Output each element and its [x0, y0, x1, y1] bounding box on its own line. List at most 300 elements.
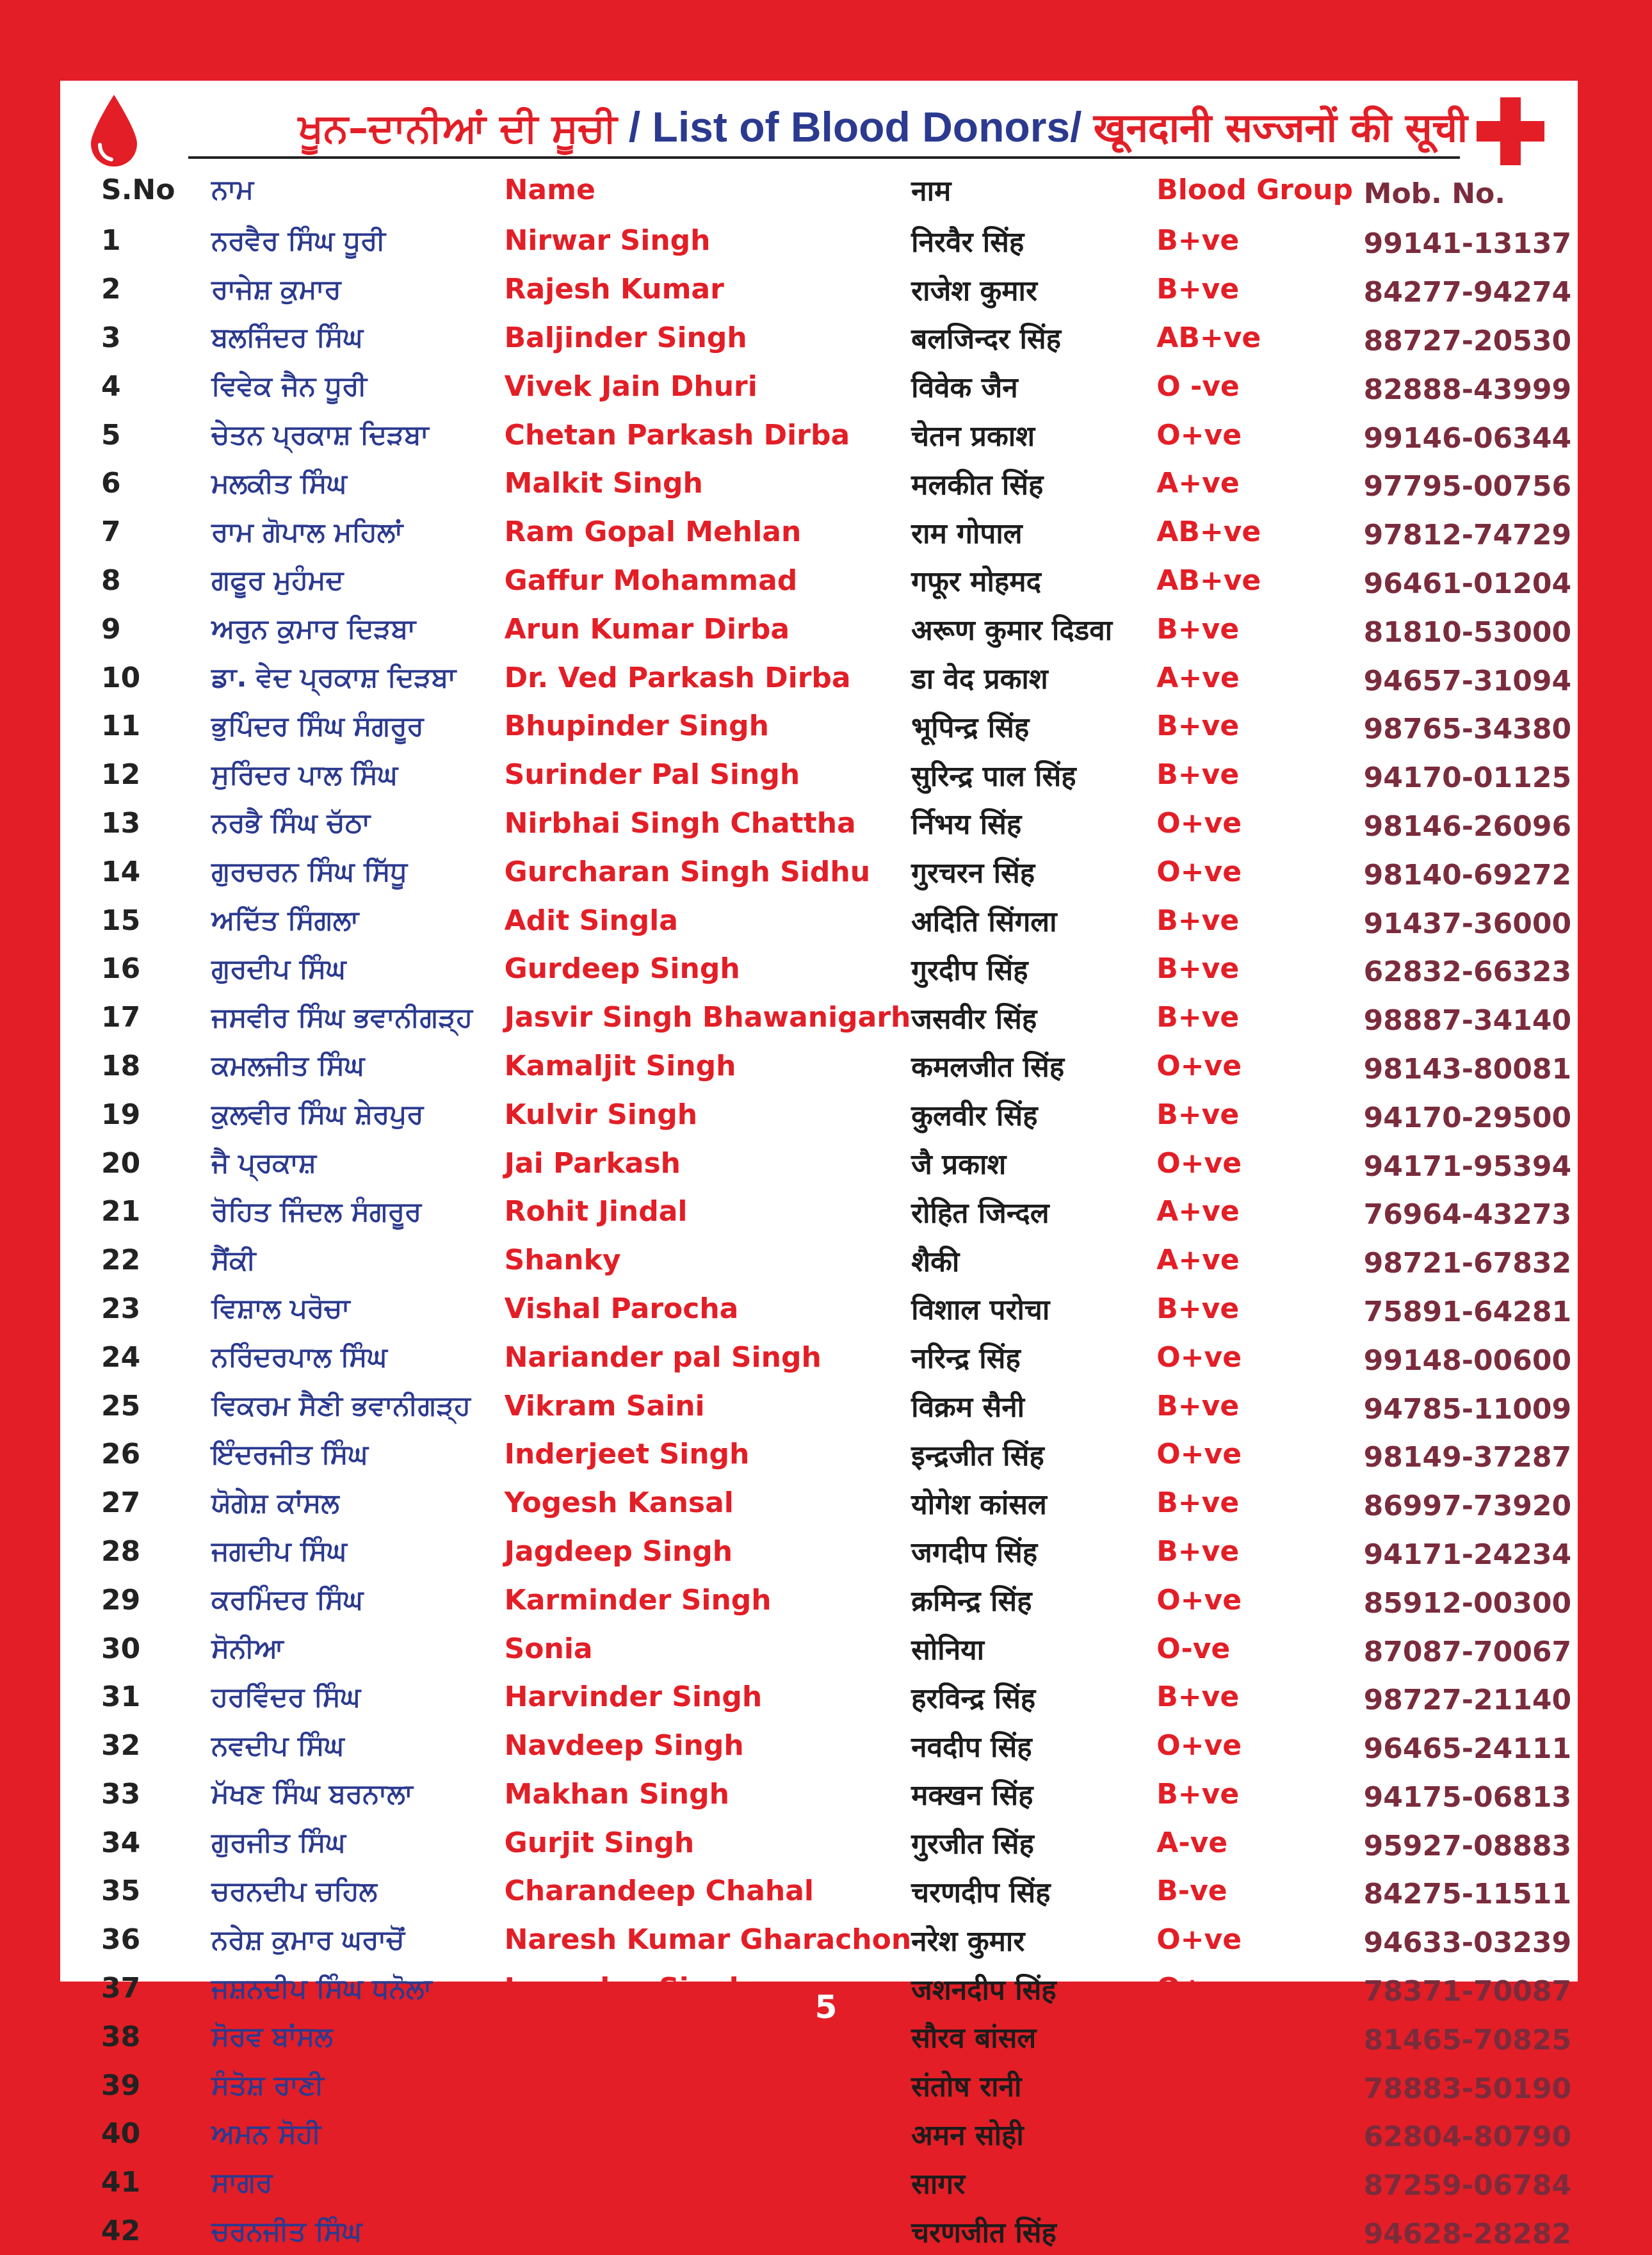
- donor-blood-group: O+ve: [1156, 1438, 1242, 1471]
- blood-drop-icon: [88, 94, 140, 168]
- donor-mobile: 81465-70825: [1363, 2023, 1572, 2056]
- donor-name-english: Charandeep Chahal: [504, 1875, 814, 1908]
- donor-blood-group: O -ve: [1156, 370, 1240, 403]
- donor-name-punjabi: ਇੰਦਰਜੀਤ ਸਿੰਘ: [211, 1438, 368, 1470]
- table-row: [60, 1916, 1578, 1964]
- donor-sno: 4: [101, 370, 121, 403]
- donor-name-hindi: गुरदीप सिंह: [911, 954, 1028, 987]
- donor-mobile: 99141-13137: [1363, 227, 1572, 261]
- table-row: [60, 459, 1578, 508]
- donor-name-english: Arun Kumar Dirba: [504, 612, 790, 646]
- donor-blood-group: B+ve: [1156, 2215, 1240, 2248]
- table-row: [60, 411, 1578, 459]
- donor-blood-group: B+ve: [1156, 1535, 1240, 1568]
- donor-sno: 20: [101, 1146, 141, 1180]
- donor-name-punjabi: ਨਰਭੈ ਸਿੰਘ ਚੱਠਾ: [211, 807, 371, 839]
- donor-name-english: Kulvir Singh: [504, 1098, 698, 1131]
- donor-sno: 19: [101, 1098, 141, 1131]
- donor-name-hindi: नरेश कुमार: [911, 1925, 1025, 1958]
- donor-mobile: 94633-03239: [1363, 1926, 1572, 1960]
- donor-sno: 30: [101, 1632, 141, 1665]
- donor-name-hindi: चरणजीत सिंह: [911, 2216, 1057, 2249]
- donor-sno: 34: [101, 1826, 141, 1859]
- donor-name-punjabi: ਵਿਵੇਕ ਜੈਨ ਧੂਰੀ: [211, 370, 368, 402]
- donor-mobile: 94171-24234: [1363, 1538, 1572, 1571]
- donor-sno: 37: [101, 1972, 141, 2005]
- donor-name-hindi: डा वेद प्रकाश: [911, 663, 1048, 696]
- donor-name-hindi: कुलवीर सिंह: [911, 1100, 1038, 1133]
- donor-mobile: 84277-94274: [1363, 276, 1572, 309]
- donor-name-punjabi: ਅਦਿੱਤ ਸਿੰਗਲਾ: [211, 904, 359, 936]
- donor-sno: 32: [101, 1729, 141, 1762]
- col-header-punjabi-name: ਨਾਮ: [211, 174, 254, 205]
- page-sheet: [60, 81, 1578, 2251]
- donor-sno: 27: [101, 1486, 141, 1520]
- donor-name-punjabi: ਚਰਨਦੀਪ ਚਹਿਲ: [211, 1875, 378, 1907]
- table-row: [60, 847, 1578, 896]
- table-row: [60, 1285, 1578, 1333]
- donor-sno: 15: [101, 904, 141, 937]
- donor-name-punjabi: ਮਲਕੀਤ ਸਿੰਘ: [211, 467, 347, 499]
- donor-name-english: Kamaljit Singh: [504, 1049, 736, 1082]
- donor-name-punjabi: ਜੈ ਪ੍ਰਕਾਸ਼: [211, 1147, 317, 1179]
- donor-blood-group: B+ve: [1156, 1098, 1240, 1131]
- donor-mobile: 94628-28282: [1363, 2218, 1572, 2251]
- donor-name-hindi: चरणदीप सिंह: [911, 1876, 1051, 1909]
- donor-blood-group: O+ve: [1156, 1049, 1242, 1082]
- donor-blood-group: B+ve: [1156, 1001, 1240, 1034]
- donor-name-punjabi: ਨਰੇਸ਼ ਕੁਮਾਰ ਘਰਾਚੋਂ: [211, 1923, 405, 1955]
- donor-mobile: 62832-66323: [1363, 956, 1572, 989]
- donor-name-hindi: भूपिन्द्र सिंह: [911, 711, 1030, 744]
- donor-sno: 1: [101, 224, 121, 257]
- table-row: [60, 2207, 1578, 2255]
- col-header-blood-group: Blood Group: [1156, 173, 1354, 206]
- donor-mobile: 97795-00756: [1363, 470, 1572, 503]
- donor-name-punjabi: ਗੁਰਜੀਤ ਸਿੰਘ: [211, 1827, 346, 1859]
- donor-sno: 36: [101, 1923, 141, 1957]
- donor-name-hindi: राम गोपाल: [911, 517, 1023, 550]
- donor-name-punjabi: ਜਗਦੀਪ ਸਿੰਘ: [211, 1535, 347, 1567]
- donor-name-hindi: सोनिया: [911, 1634, 985, 1666]
- donor-name-hindi: जशनदीप सिंह: [911, 1973, 1057, 2007]
- donor-sno: 9: [101, 612, 121, 646]
- donor-blood-group: O-ve: [1156, 1632, 1231, 1665]
- donor-blood-group: O+ve: [1156, 1972, 1242, 2005]
- donor-name-english: Jasvir Singh Bhawanigarh: [504, 1001, 911, 1034]
- donor-blood-group: A+ve: [1156, 661, 1240, 694]
- donor-name-english: Aman Sohi: [504, 2117, 674, 2151]
- donor-name-english: Karminder Singh: [504, 1583, 772, 1616]
- donor-name-punjabi: ਚੇਤਨ ਪ੍ਰਕਾਸ਼ ਦਿੜਬਾ: [211, 419, 429, 451]
- title-punjabi: ਖੂਨ–ਦਾਨੀਆਂ ਦੀ ਸੂਚੀ: [298, 104, 617, 151]
- donor-mobile: 98149-37287: [1363, 1441, 1572, 1474]
- page-number: 5: [814, 1989, 838, 2026]
- donor-blood-group: B-ve: [1156, 1875, 1227, 1908]
- donor-name-punjabi: ਗਫੂਰ ਮੁਹੰਮਦ: [211, 564, 344, 596]
- table-row: [60, 508, 1578, 557]
- donor-name-english: Gurcharan Singh Sidhu: [504, 855, 871, 888]
- donor-sno: 13: [101, 806, 141, 840]
- donor-name-punjabi: ਹਰਵਿੰਦਰ ਸਿੰਘ: [211, 1681, 361, 1713]
- donor-blood-group: AB+ve: [1156, 2020, 1261, 2053]
- donor-name-punjabi: ਰੋਹਿਤ ਜਿੰਦਲ ਸੰਗਰੂਰ: [211, 1195, 422, 1227]
- donor-name-hindi: बलजिन्दर सिंह: [911, 323, 1061, 356]
- donor-name-hindi: राजेश कुमार: [911, 274, 1037, 307]
- donor-name-english: Ram Gopal Mehlan: [504, 516, 802, 549]
- table-row: [60, 1187, 1578, 1236]
- donor-sno: 7: [101, 516, 121, 549]
- donor-blood-group: B+ve: [1156, 952, 1240, 986]
- table-row: [60, 2061, 1578, 2110]
- donor-name-punjabi: ਕੁਲਵੀਰ ਸਿੰਘ ਸ਼ੇਰਪੁਰ: [211, 1098, 424, 1130]
- table-row: [60, 751, 1578, 799]
- donor-name-english: Naresh Kumar Gharachon: [504, 1923, 912, 1957]
- table-row: [60, 2110, 1578, 2158]
- donor-name-hindi: चेतन प्रकाश: [911, 420, 1035, 453]
- table-row: [60, 216, 1578, 265]
- donor-name-hindi: विवेक जैन: [911, 371, 1018, 405]
- donor-mobile: 94785-11009: [1363, 1392, 1572, 1426]
- donor-name-english: Rajesh Kumar: [504, 273, 724, 306]
- donor-table: [60, 163, 1578, 2255]
- donor-name-hindi: मक्खन सिंह: [911, 1779, 1033, 1812]
- donor-mobile: 98727-21140: [1363, 1684, 1572, 1717]
- donor-name-punjabi: ਭੁਪਿੰਦਰ ਸਿੰਘ ਸੰਗਰੂਰ: [211, 710, 424, 742]
- donor-name-punjabi: ਰਾਜੇਸ਼ ਕੁਮਾਰ: [211, 273, 341, 305]
- donor-sno: 14: [101, 855, 141, 888]
- donor-name-english: Baljinder Singh: [504, 321, 747, 354]
- donor-name-hindi: रोहित जिन्दल: [911, 1196, 1049, 1230]
- title-english: / List of Blood Donors/: [617, 103, 1094, 151]
- donor-name-punjabi: ਗੁਰਦੀਪ ਸਿੰਘ: [211, 952, 346, 984]
- donor-mobile: 96461-01204: [1363, 567, 1572, 600]
- table-row: [60, 1139, 1578, 1187]
- donor-name-hindi: जसवीर सिंह: [911, 1002, 1037, 1036]
- table-row: [60, 1818, 1578, 1867]
- table-row: [60, 265, 1578, 314]
- donor-name-english: Adit Singla: [504, 904, 678, 937]
- table-row: [60, 1527, 1578, 1576]
- donor-mobile: 87259-06784: [1363, 2169, 1572, 2202]
- donor-mobile: 86997-73920: [1363, 1490, 1572, 1523]
- donor-name-english: Dr. Ved Parkash Dirba: [504, 661, 851, 694]
- table-row: [60, 896, 1578, 945]
- donor-name-english: Rohit Jindal: [504, 1195, 688, 1228]
- donor-mobile: 99148-00600: [1363, 1344, 1572, 1377]
- donor-name-hindi: र्निभय सिंह: [911, 808, 1022, 842]
- donor-blood-group: AB+ve: [1156, 564, 1261, 597]
- donor-sno: 21: [101, 1195, 141, 1228]
- donor-mobile: 88727-20530: [1363, 324, 1572, 357]
- donor-mobile: 98146-26096: [1363, 810, 1572, 843]
- donor-blood-group: AB+ve: [1156, 321, 1261, 354]
- donor-mobile: 76964-43273: [1363, 1198, 1572, 1232]
- donor-sno: 26: [101, 1438, 141, 1471]
- col-header-sno: S.No: [101, 173, 175, 206]
- donor-mobile: 81810-53000: [1363, 615, 1572, 649]
- donor-blood-group: O+ve: [1156, 1340, 1242, 1374]
- donor-name-punjabi: ਮੱਖਣ ਸਿੰਘ ਬਰਨਾਲਾ: [211, 1778, 413, 1810]
- donor-name-hindi: जै प्रकाश: [911, 1148, 1007, 1182]
- donor-name-english: Makhan Singh: [504, 1777, 729, 1811]
- table-row: [60, 1575, 1578, 1624]
- donor-name-english: Navdeep Singh: [504, 1729, 744, 1762]
- donor-mobile: 91437-36000: [1363, 907, 1572, 940]
- table-row: [60, 702, 1578, 751]
- donor-name-hindi: नवदीप सिंह: [911, 1730, 1032, 1764]
- table-row: [60, 605, 1578, 653]
- donor-name-english: Malkit Singh: [504, 467, 703, 500]
- donor-name-punjabi: ਸੁਰਿੰਦਰ ਪਾਲ ਸਿੰਘ: [211, 758, 398, 790]
- donor-blood-group: A+ve: [1156, 467, 1240, 500]
- donor-mobile: 78883-50190: [1363, 2072, 1572, 2105]
- donor-name-hindi: कमलजीत सिंह: [911, 1051, 1065, 1084]
- donor-sno: 40: [101, 2117, 141, 2151]
- table-row: [60, 1042, 1578, 1091]
- donor-name-hindi: योगेश कांसल: [911, 1488, 1047, 1521]
- donor-name-english: Sagar: [504, 2166, 597, 2199]
- donor-name-english: Vishal Parocha: [504, 1292, 739, 1325]
- donor-mobile: 98887-34140: [1363, 1004, 1572, 1038]
- donor-sno: 11: [101, 710, 141, 743]
- donor-blood-group: A-ve: [1156, 1826, 1228, 1859]
- donor-name-hindi: सुरिन्द्र पाल सिंह: [911, 760, 1076, 793]
- donor-mobile: 99146-06344: [1363, 421, 1572, 455]
- donor-name-english: Gaffur Mohammad: [504, 564, 798, 597]
- table-row: [60, 799, 1578, 848]
- donor-sno: 6: [101, 467, 121, 500]
- col-header-mobile: Mob. No.: [1363, 177, 1505, 210]
- donor-name-hindi: विक्रम सैनी: [911, 1391, 1025, 1424]
- donor-name-english: Inderjeet Singh: [504, 1438, 750, 1471]
- donor-sno: 42: [101, 2215, 141, 2248]
- donor-name-punjabi: ਸੋਨੀਆ: [211, 1632, 284, 1664]
- donor-name-english: Charanjit Singh: [504, 2215, 750, 2248]
- col-header-hindi-name: नाम: [911, 175, 952, 208]
- donor-name-punjabi: ਨਰਿੰਦਰਪਾਲ ਸਿੰਘ: [211, 1341, 387, 1373]
- donor-sno: 29: [101, 1583, 141, 1616]
- donor-name-hindi: अरूण कुमार दिडवा: [911, 614, 1113, 647]
- donor-sno: 17: [101, 1001, 141, 1034]
- donor-mobile: 94170-01125: [1363, 761, 1572, 795]
- donor-blood-group: B+ve: [1156, 758, 1240, 792]
- donor-blood-group: A+ve: [1156, 1244, 1240, 1277]
- donor-mobile: 75891-64281: [1363, 1295, 1572, 1328]
- donor-name-english: Nariander pal Singh: [504, 1340, 822, 1374]
- donor-blood-group: B+ve: [1156, 1777, 1240, 1811]
- donor-name-english: Vivek Jain Dhuri: [504, 370, 757, 403]
- donor-name-punjabi: ਯੋਗੇਸ਼ ਕਾਂਸਲ: [211, 1486, 339, 1518]
- donor-sno: 22: [101, 1244, 141, 1277]
- donor-blood-group: B+ve: [1156, 2069, 1240, 2102]
- donor-sno: 8: [101, 564, 121, 597]
- donor-name-punjabi: ਚਰਨਜੀਤ ਸਿੰਘ: [211, 2215, 362, 2247]
- donor-name-punjabi: ਨਰਵੈਰ ਸਿੰਘ ਧੂਰੀ: [211, 224, 385, 256]
- donor-name-punjabi: ਸਾਗਰ: [211, 2166, 273, 2198]
- donor-mobile: 94170-29500: [1363, 1101, 1572, 1134]
- donor-name-english: Gurjit Singh: [504, 1826, 695, 1859]
- table-row: [60, 557, 1578, 605]
- donor-mobile: 98143-80081: [1363, 1052, 1572, 1086]
- donor-name-punjabi: ਸੰਤੋਸ਼ ਰਾਣੀ: [211, 2069, 324, 2101]
- table-row: [60, 993, 1578, 1042]
- donor-name-english: Gurdeep Singh: [504, 952, 740, 986]
- donor-name-english: Harvinder Singh: [504, 1681, 763, 1714]
- donor-name-english: Surinder Pal Singh: [504, 758, 800, 792]
- donor-sno: 31: [101, 1681, 141, 1714]
- page-title: [182, 95, 1468, 159]
- donor-mobile: 82888-43999: [1363, 373, 1572, 406]
- donor-mobile: 97812-74729: [1363, 519, 1572, 552]
- table-row: [60, 1381, 1578, 1430]
- donor-name-punjabi: ਜਸਵੀਰ ਸਿੰਘ ਭਵਾਨੀਗੜ੍ਹ: [211, 1001, 473, 1033]
- donor-blood-group: O+ve: [1156, 418, 1242, 452]
- donor-name-punjabi: ਨਵਦੀਪ ਸਿੰਘ: [211, 1729, 344, 1761]
- donor-blood-group: O+ve: [1156, 855, 1242, 888]
- donor-name-english: Shanky: [504, 1244, 621, 1277]
- donor-sno: 12: [101, 758, 141, 792]
- donor-blood-group: B+ve: [1156, 904, 1240, 937]
- donor-blood-group: B+ve: [1156, 1486, 1240, 1520]
- donor-name-hindi: गुरचरन सिंह: [911, 857, 1035, 890]
- table-row: [60, 314, 1578, 362]
- table-row: [60, 1624, 1578, 1673]
- donor-sno: 28: [101, 1535, 141, 1568]
- table-row: [60, 1479, 1578, 1527]
- donor-name-punjabi: ਕਮਲਜੀਤ ਸਿੰਘ: [211, 1050, 365, 1082]
- donor-blood-group: O+ve: [1156, 1583, 1242, 1616]
- donor-name-punjabi: ਜਸ਼ਨਦੀਪ ਸਿੰਘ ਧਨੋਲਾ: [211, 1972, 432, 2004]
- donor-name-english: Yogesh Kansal: [504, 1486, 734, 1520]
- title-hindi: खूनदानी सज्जनों की सूची: [1093, 104, 1468, 151]
- donor-blood-group: O+ve: [1156, 1729, 1242, 1762]
- donor-name-english: Nirbhai Singh Chattha: [504, 806, 856, 840]
- table-row: [60, 1722, 1578, 1770]
- donor-mobile: 96465-24111: [1363, 1732, 1572, 1766]
- donor-name-english: Saurav Bansal: [504, 2020, 731, 2053]
- table-row: [60, 653, 1578, 702]
- donor-name-hindi: हरविन्द्र सिंह: [911, 1682, 1036, 1715]
- donor-name-hindi: शैकी: [911, 1245, 960, 1278]
- donor-sno: 3: [101, 321, 121, 354]
- donor-name-punjabi: ਰਾਮ ਗੋਪਾਲ ਮਹਿਲਾਂ: [211, 516, 403, 548]
- donor-name-hindi: क्रमिन्द्र सिंह: [911, 1585, 1032, 1618]
- table-row: [60, 1236, 1578, 1285]
- donor-blood-group: A+ve: [1156, 2166, 1240, 2199]
- donor-name-punjabi: ਬਲਜਿੰਦਰ ਸਿੰਘ: [211, 322, 363, 354]
- table-row: [60, 1867, 1578, 1916]
- donor-name-english: Jasandep Singh: [504, 1972, 749, 2005]
- donor-name-english: Sonia: [504, 1632, 593, 1665]
- donor-name-english: Vikram Saini: [504, 1389, 705, 1422]
- donor-name-punjabi: ਗੁਰਚਰਨ ਸਿੰਘ ਸਿੱਧੂ: [211, 856, 408, 888]
- donor-sno: 35: [101, 1875, 141, 1908]
- donor-sno: 39: [101, 2069, 141, 2102]
- donor-name-hindi: सौरव बांसल: [911, 2022, 1037, 2055]
- donor-name-hindi: संतोष रानी: [911, 2071, 1022, 2104]
- donor-name-english: Santosh Rani: [504, 2069, 714, 2102]
- table-row: [60, 1673, 1578, 1722]
- table-row: [60, 1430, 1578, 1479]
- donor-mobile: 95927-08883: [1363, 1829, 1572, 1862]
- donor-sno: 2: [101, 273, 121, 306]
- donor-mobile: 98765-34380: [1363, 713, 1572, 746]
- donor-name-punjabi: ਸੈਂਕੀ: [211, 1244, 256, 1276]
- table-row: [60, 1770, 1578, 1819]
- donor-name-hindi: सागर: [911, 2167, 966, 2201]
- donor-name-hindi: अदिति सिंगला: [911, 906, 1057, 939]
- donor-name-hindi: गुरजीत सिंह: [911, 1828, 1034, 1861]
- donor-sno: 10: [101, 661, 141, 694]
- donor-blood-group: A+ve: [1156, 1195, 1240, 1228]
- donor-mobile: 84275-11511: [1363, 1878, 1572, 1911]
- donor-blood-group: B+ve: [1156, 710, 1240, 743]
- table-header-row: [60, 163, 1578, 216]
- title-underline: [188, 156, 1460, 159]
- donor-blood-group: B+ve: [1156, 273, 1240, 306]
- donor-mobile: 78371-70087: [1363, 1975, 1572, 2008]
- donor-mobile: 98140-69272: [1363, 858, 1572, 891]
- donor-sno: 25: [101, 1389, 141, 1422]
- donor-name-english: Jai Parkash: [504, 1146, 681, 1180]
- donor-name-hindi: अमन सोही: [911, 2119, 1024, 2152]
- donor-sno: 38: [101, 2020, 141, 2053]
- donor-mobile: 87087-70067: [1363, 1635, 1572, 1668]
- donor-blood-group: B+ve: [1156, 1389, 1240, 1422]
- donor-blood-group: B+ve: [1156, 612, 1240, 646]
- table-row: [60, 945, 1578, 993]
- donor-mobile: 62804-80790: [1363, 2121, 1572, 2154]
- donor-blood-group: O+ve: [1156, 806, 1242, 840]
- donor-name-hindi: नरिन्द्र सिंह: [911, 1342, 1021, 1376]
- donor-mobile: 94657-31094: [1363, 664, 1572, 697]
- red-cross-icon: [1477, 97, 1544, 165]
- table-row: [60, 362, 1578, 411]
- donor-sno: 33: [101, 1777, 141, 1811]
- donor-mobile: 94171-95394: [1363, 1150, 1572, 1183]
- donor-name-punjabi: ਕਰਮਿੰਦਰ ਸਿੰਘ: [211, 1584, 364, 1616]
- donor-name-hindi: निरवैर सिंह: [911, 225, 1024, 259]
- table-row: [60, 2158, 1578, 2207]
- donor-mobile: 98721-67832: [1363, 1247, 1572, 1280]
- donor-blood-group: B+ve: [1156, 2117, 1240, 2151]
- donor-blood-group: AB+ve: [1156, 516, 1261, 549]
- donor-mobile: 94175-06813: [1363, 1780, 1572, 1814]
- donor-blood-group: O+ve: [1156, 1923, 1242, 1957]
- donor-name-punjabi: ਅਮਨ ਸੋਹੀ: [211, 2117, 321, 2149]
- donor-sno: 41: [101, 2166, 141, 2199]
- col-header-english-name: Name: [504, 173, 595, 206]
- donor-name-punjabi: ਡਾ. ਵੇਦ ਪ੍ਰਕਾਸ਼ ਦਿੜਬਾ: [211, 662, 457, 694]
- donor-sno: 5: [101, 418, 121, 452]
- donor-blood-group: B+ve: [1156, 224, 1240, 257]
- donor-blood-group: B+ve: [1156, 1681, 1240, 1714]
- donor-name-english: Chetan Parkash Dirba: [504, 418, 850, 452]
- table-row: [60, 1333, 1578, 1381]
- donor-name-hindi: गफूर मोहमद: [911, 566, 1041, 599]
- donor-table-body: [60, 216, 1578, 2255]
- donor-name-hindi: जगदीप सिंह: [911, 1536, 1038, 1570]
- donor-name-punjabi: ਵਿਸ਼ਾਲ ਪਰੋਚਾ: [211, 1292, 350, 1324]
- donor-sno: 16: [101, 952, 141, 986]
- donor-name-punjabi: ਸੋਰਵ ਬਾਂਸਲ: [211, 2021, 333, 2053]
- donor-name-english: Bhupinder Singh: [504, 710, 769, 743]
- donor-name-punjabi: ਵਿਕਰਮ ਸੈਣੀ ਭਵਾਨੀਗੜ੍ਹ: [211, 1390, 471, 1422]
- donor-name-hindi: विशाल परोचा: [911, 1294, 1050, 1327]
- donor-blood-group: O+ve: [1156, 1146, 1242, 1180]
- donor-sno: 18: [101, 1049, 141, 1082]
